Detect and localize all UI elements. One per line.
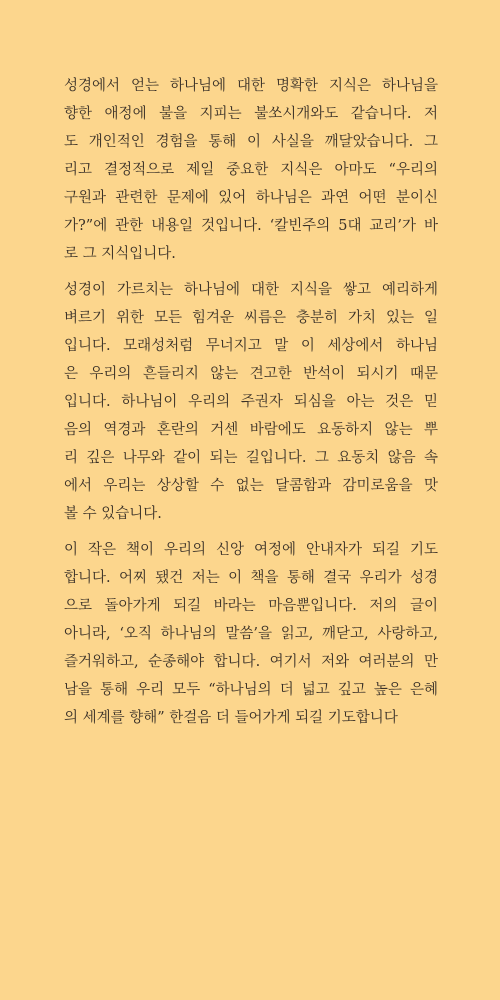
text-line: 아니라, ‘오직 하나님의 말씀’을 읽고, 깨닫고, 사랑하고, bbox=[64, 626, 438, 642]
paragraph-3 bbox=[64, 536, 438, 732]
text-line: 향한 애정에 불을 지피는 불쏘시개와도 같습니다. 저 bbox=[64, 106, 438, 122]
text-line: 리 깊은 나무와 같이 되는 길입니다. 그 요동치 않음 속 bbox=[64, 450, 438, 466]
text-line: 즐거워하고, 순종해야 합니다. 여기서 저와 여러분의 만 bbox=[64, 654, 438, 670]
text-line: 음의 역경과 혼란의 거센 바람에도 요동하지 않는 뿌 bbox=[64, 422, 438, 438]
text-line: 의 세계를 향해” 한걸음 더 들어가게 되길 기도합니다 bbox=[64, 710, 398, 726]
text-line: 은 우리의 흔들리지 않는 견고한 반석이 되시기 때문 bbox=[64, 366, 438, 382]
text-line: 성경이 가르치는 하나님에 대한 지식을 쌓고 예리하게 bbox=[64, 282, 438, 298]
text-line: 벼르기 위한 모든 힘겨운 씨름은 충분히 가치 있는 일 bbox=[64, 310, 438, 326]
body-text bbox=[64, 72, 438, 740]
text-line: 입니다. 하나님이 우리의 주권자 되심을 아는 것은 믿 bbox=[64, 394, 438, 410]
text-line: 남을 통해 우리 모두 “하나님의 더 넓고 깊고 높은 은혜 bbox=[64, 682, 438, 698]
text-line: 에서 우리는 상상할 수 없는 달콤함과 감미로움을 맛 bbox=[64, 478, 438, 494]
text-line: 리고 결정적으로 제일 중요한 지식은 아마도 “우리의 bbox=[64, 162, 438, 178]
text-line: 합니다. 어찌 됐건 저는 이 책을 통해 결국 우리가 성경 bbox=[64, 570, 438, 586]
text-line: 이 작은 책이 우리의 신앙 여정에 안내자가 되길 기도 bbox=[64, 542, 438, 558]
text-line: 구원과 관련한 문제에 있어 하나님은 과연 어떤 분이신 bbox=[64, 190, 438, 206]
text-line: 가?”에 관한 내용일 것입니다. ‘칼빈주의 5대 교리’가 바 bbox=[64, 218, 438, 234]
text-line: 로 그 지식입니다. bbox=[64, 246, 176, 262]
paragraph-2 bbox=[64, 276, 438, 528]
text-line: 볼 수 있습니다. bbox=[64, 506, 162, 522]
text-line: 도 개인적인 경험을 통해 이 사실을 깨달았습니다. 그 bbox=[64, 134, 438, 150]
text-line: 성경에서 얻는 하나님에 대한 명확한 지식은 하나님을 bbox=[64, 78, 438, 94]
text-line: 으로 돌아가게 되길 바라는 마음뿐입니다. 저의 글이 bbox=[64, 598, 438, 614]
text-line: 입니다. 모래성처럼 무너지고 말 이 세상에서 하나님 bbox=[64, 338, 438, 354]
paragraph-1 bbox=[64, 72, 438, 268]
